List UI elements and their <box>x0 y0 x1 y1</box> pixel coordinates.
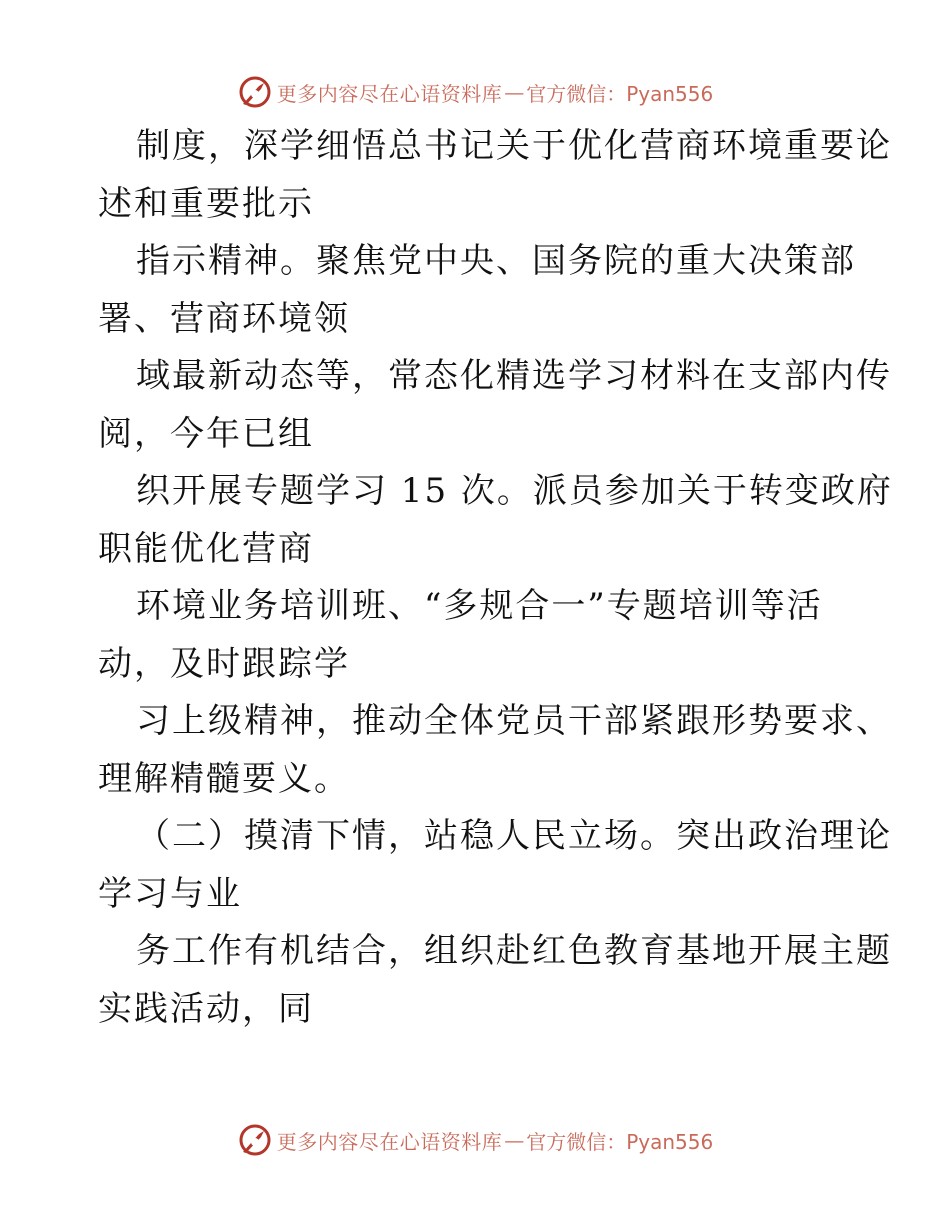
pen-circle-logo-icon <box>237 74 273 110</box>
footer-site-text: 更多内容尽在心语资料库 <box>276 1129 503 1154</box>
paragraph-line: 环境业务培训班、“多规合一”专题培训等活 <box>136 586 823 626</box>
header-banner <box>0 72 950 112</box>
paragraph-line: 习上级精神，推动全体党员干部紧跟形势要求、 <box>136 701 892 741</box>
footer-wechat-text: 官方微信：Pyan556 <box>526 1129 714 1154</box>
paragraph-line: 阅，今年已组 <box>98 413 314 454</box>
paragraph-line: 域最新动态等，常态化精选学习材料在支部内传 <box>136 356 892 396</box>
paragraph <box>98 463 893 578</box>
paragraph <box>98 923 892 1038</box>
paragraph <box>98 578 858 693</box>
paragraph-line: 制度，深学细悟总书记关于优化营商环境重要论 <box>136 126 892 166</box>
paragraph-line: 指示精神。聚焦党中央、国务院的重大决策部 <box>136 241 856 281</box>
paragraph-line: 实践活动，同 <box>98 988 314 1029</box>
paragraph-line: 学习与业 <box>98 873 242 914</box>
paragraph-line: 动，及时跟踪学 <box>98 643 350 684</box>
paragraph <box>98 693 892 808</box>
paragraph <box>98 118 892 233</box>
header-wechat-text: 官方微信：Pyan556 <box>526 81 714 106</box>
header-separator: — <box>504 80 525 104</box>
paragraph-line: 务工作有机结合，组织赴红色教育基地开展主题 <box>136 931 892 971</box>
footer-separator: — <box>504 1128 525 1152</box>
paragraph <box>98 348 892 463</box>
paragraph-line: 织开展专题学习 15 次。派员参加关于转变政府 <box>136 471 893 511</box>
footer-banner <box>0 1120 950 1160</box>
paragraph <box>98 233 858 348</box>
document-body <box>98 118 893 1038</box>
paragraph-line: 述和重要批示 <box>98 183 314 224</box>
paragraph-line: （二）摸清下情，站稳人民立场。突出政治理论 <box>136 816 892 856</box>
paragraph-line: 职能优化营商 <box>98 528 314 569</box>
paragraph-line: 理解精髓要义。 <box>98 758 350 799</box>
paragraph-line: 署、营商环境领 <box>98 298 350 339</box>
header-site-text: 更多内容尽在心语资料库 <box>276 81 503 106</box>
paragraph <box>98 808 892 923</box>
pen-circle-logo-icon <box>237 1122 273 1158</box>
